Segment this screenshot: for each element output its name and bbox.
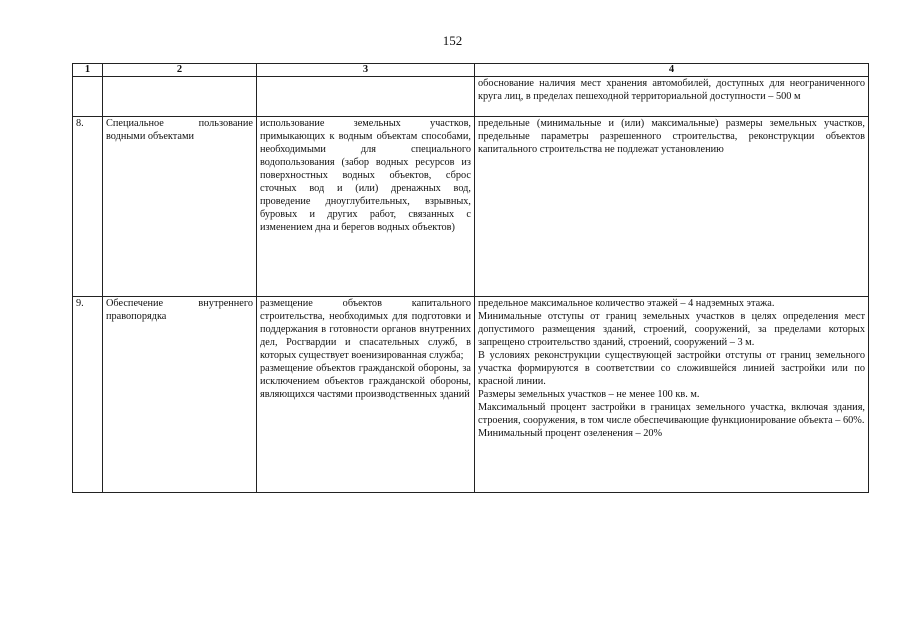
description-text: использование земельных участков, примыкающих к водным объектам способами, необходимыми для специального водопользования (забор водных ресурсов из поверхностных водных объектов, сброс сточных вод и (или) дренажных вод, проведение дноуглубительных, взрывных, буровых и других работ, связанных с изменением дна и берегов водных объектов): [260, 118, 471, 233]
parameter-text: Минимальные отступы от границ земельных участков в целях определения мест допустимого размещения зданий, строений, сооружений, за пределами которых запрещено строительство зданий, строений, сооружений – 3 м.: [478, 311, 865, 348]
table-row: [73, 77, 869, 117]
parameter-text: Минимальный процент озеленения – 20%: [478, 428, 663, 439]
header-col-4: 4: [475, 64, 869, 77]
parameter-text: предельное максимальное количество этажей – 4 надземных этажа.: [478, 298, 775, 309]
parameter-text: обоснование наличия мест хранения автомобилей, доступных для неограниченного круга лиц, в пределах пешеходной территориальной доступности – 500 м: [478, 78, 865, 102]
table-row: [73, 117, 869, 297]
description-text: размещение объектов гражданской обороны, за исключением объектов гражданской обороны, являющихся частями производственных зданий: [260, 363, 471, 400]
description-text: размещение объектов капитального строительства, необходимых для подготовки и поддержания в готовности органов внутренних дел, Росгвардии и спасательных служб, в которых существует военизированная служба;: [260, 298, 471, 361]
header-col-2: 2: [103, 64, 257, 77]
header-row: [73, 64, 869, 77]
use-type-parameters: [475, 77, 869, 117]
use-type-description: [257, 297, 475, 493]
parameter-text: предельные (минимальные и (или) максимальные) размеры земельных участков, предельные параметры разрешенного строительства, реконструкции объектов капитального строительства не подлежат установлению: [478, 118, 865, 155]
use-type-description: [257, 117, 475, 297]
regulations-table: [72, 63, 869, 493]
row-number: [73, 77, 103, 117]
row-number: 8.: [73, 117, 103, 297]
page-number: 152: [442, 33, 463, 48]
use-type-parameters: [475, 117, 869, 297]
use-type-name: [103, 117, 257, 297]
use-type-parameters: [475, 297, 869, 493]
use-type-name-text: Обеспечение внутреннего правопорядка: [106, 298, 253, 322]
use-type-name-text: Специальное пользование водными объектами: [106, 118, 253, 142]
row-number: 9.: [73, 297, 103, 493]
parameter-text: Максимальный процент застройки в границах земельного участка, включая здания, строения, сооружения, в том числе обеспечивающие функционирование объекта – 60%.: [478, 402, 865, 426]
table-row: [73, 297, 869, 493]
parameter-text: В условиях реконструкции существующей застройки отступы от границ земельного участка формируются в соответствии со сложившейся линией застройки или по красной линии.: [478, 350, 865, 387]
use-type-name: [103, 77, 257, 117]
use-type-name: [103, 297, 257, 493]
header-col-3: 3: [257, 64, 475, 77]
parameter-text: Размеры земельных участков – не менее 100 кв. м.: [478, 389, 700, 400]
header-col-1: 1: [73, 64, 103, 77]
use-type-description: [257, 77, 475, 117]
